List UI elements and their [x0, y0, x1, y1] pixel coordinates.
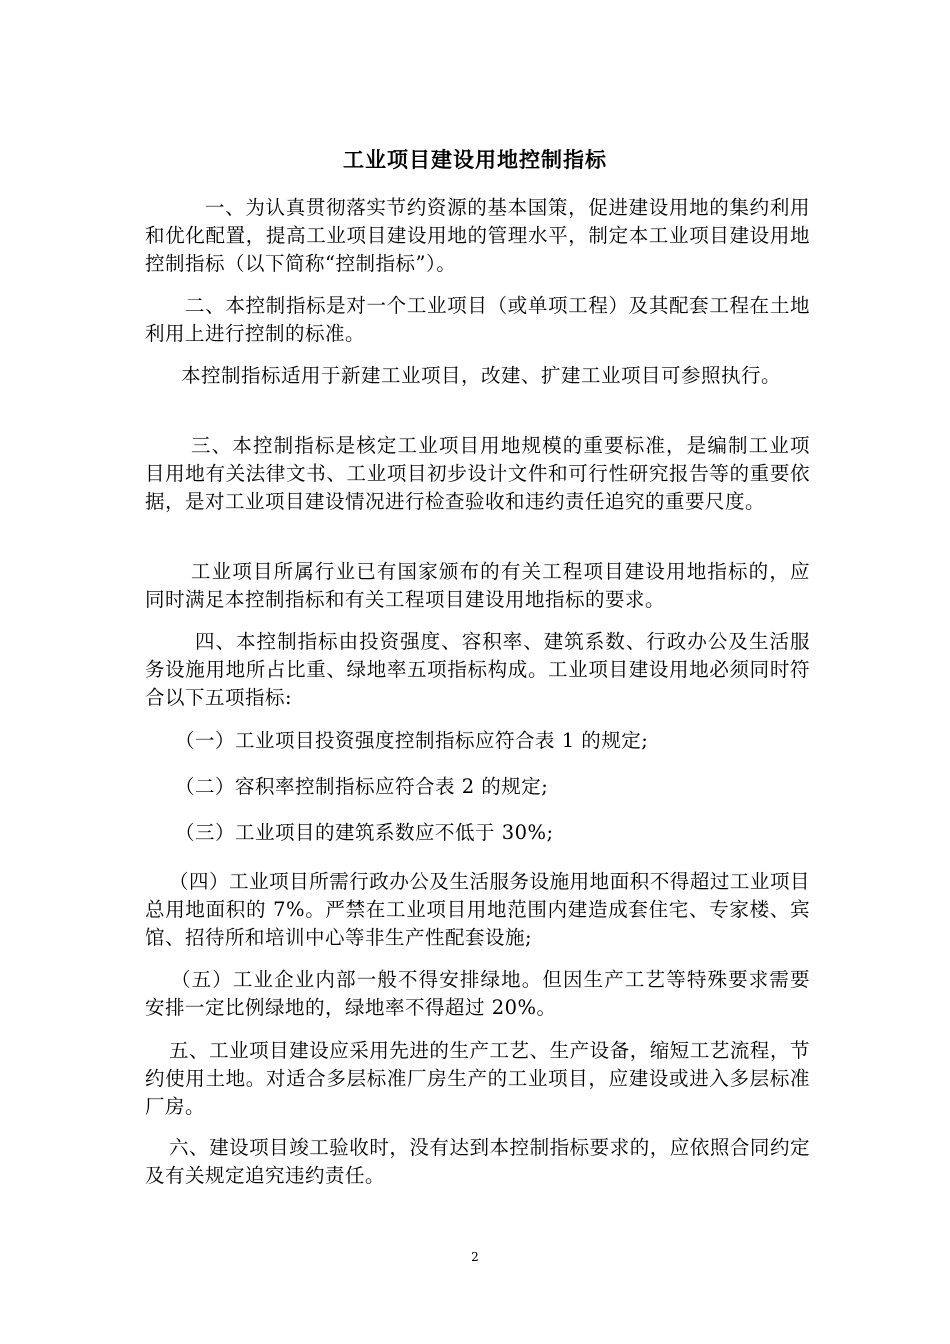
document-title: 工业项目建设用地控制指标: [343, 147, 607, 172]
paragraph-13: 六、建设项目竣工验收时，没有达到本控制指标要求的，应依照合同约定及有关规定追究违约责任。: [145, 1136, 810, 1187]
page-number: 2: [471, 1250, 479, 1264]
paragraph-5: 工业项目所属行业已有国家颁布的有关工程项目建设用地指标的，应同时满足本控制指标和有关工程项目建设用地指标的要求。: [145, 560, 810, 611]
paragraph-9: （三）工业项目的建筑系数应不低于 30%;: [175, 821, 554, 844]
paragraph-7: （一）工业项目投资强度控制指标应符合表 1 的规定;: [175, 729, 649, 752]
paragraph-3: 本控制指标适用于新建工业项目，改建、扩建工业项目可参照执行。: [181, 364, 782, 387]
paragraph-12: 五、工业项目建设应采用先进的生产工艺、生产设备，缩短工艺流程，节约使用土地。对适合多层标准厂房生产的工业项目，应建设或进入多层标准厂房。: [145, 1039, 810, 1118]
paragraph-8: （二）容积率控制指标应符合表 2 的规定;: [175, 775, 549, 798]
paragraph-11: （五）工业企业内部一般不得安排绿地。但因生产工艺等特殊要求需要安排一定比例绿地的，绿地率不得超过 20%。: [145, 968, 810, 1019]
paragraph-6: 四、本控制指标由投资强度、容积率、建筑系数、行政办公及生活服务设施用地所占比重、绿地率五项指标构成。工业项目建设用地必须同时符合以下五项指标:: [145, 630, 810, 709]
paragraph-1: 一、为认真贯彻落实节约资源的基本国策，促进建设用地的集约利用和优化配置，提高工业项目建设用地的管理水平，制定本工业项目建设用地控制指标（以下简称“控制指标”）。: [145, 196, 810, 275]
paragraph-4: 三、本控制指标是核定工业项目用地规模的重要标准，是编制工业项目用地有关法律文书、工业项目初步设计文件和可行性研究报告等的重要依据，是对工业项目建设情况进行检查验收和违约责任追究的重要尺度。: [145, 434, 810, 513]
paragraph-2: 二、本控制指标是对一个工业项目（或单项工程）及其配套工程在土地利用上进行控制的标准。: [145, 294, 810, 345]
paragraph-10: （四）工业项目所需行政办公及生活服务设施用地面积不得超过工业项目总用地面积的 7%。严禁在工业项目用地范围内建造成套住宅、专家楼、宾馆、招待所和培训中心等非生产性配套设施;: [145, 870, 810, 949]
